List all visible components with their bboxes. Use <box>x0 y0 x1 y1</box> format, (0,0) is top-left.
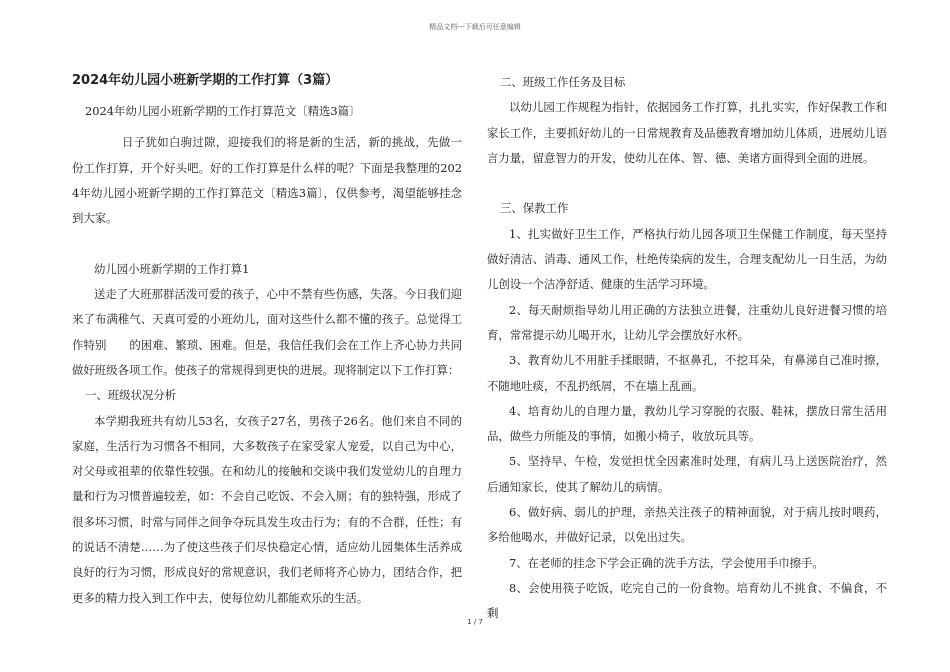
right-column <box>487 70 887 627</box>
goals-paragraph: 以幼儿园工作规程为指针，依据园务工作打算，扎扎实实，作好保教工作和家长工作，主要抓好幼儿的一日常规教育及品德教育增加幼儿体质，进展幼儿语言力量，留意智力的开发，使幼儿在体、智、德、美诸方面得到全面的进展。 <box>487 100 887 165</box>
page-number: 1 / 7 <box>467 618 483 626</box>
blank-line <box>487 171 887 196</box>
list-item: 2、每天耐烦指导幼儿用正确的方法独立进餐，注重幼儿良好进餐习惯的培育，常常提示幼儿喝开水，让幼儿学会摆放好水杯。 <box>487 302 887 342</box>
document-subtitle: 2024年幼儿园小班新学期的工作打算范文〔精选3篇〕 <box>85 104 361 118</box>
intro-paragraph: 日子犹如白驹过隙，迎接我们的将是新的生活，新的挑战，先做一份工作打算，开个好头吧。好的工作打算是什么样的呢？下面是我整理的2024年幼儿园小班新学期的工作打算范文〔精选3篇〕，仅供参考，渴望能够挂念到大家。 <box>72 135 462 226</box>
plan-heading: 幼儿园小班新学期的工作打算1 <box>94 261 250 276</box>
list-item: 5、坚持早、午检，发觉担忧全因素准时处理，有病儿马上送医院治疗，然后通知家长，使其了解幼儿的病情。 <box>487 454 887 494</box>
page-header-note: 精品文档---下载后可任意编辑 <box>429 23 521 31</box>
section-heading-1: 一、班级状况分析 <box>85 388 177 403</box>
left-column <box>72 70 462 611</box>
opening-paragraph: 送走了大班那群活泼可爱的孩子，心中不禁有些伤感，失落。今日我们迎来了布满稚气、天真可爱的小班幼儿，面对这些什么都不懂的孩子。总觉得工作特别 的困难、繁琐、困难。但是，我信任我们会在工作上齐心协力共同做好班级各项工作。使孩子的常规得到更快的进展。现将制定以下工作打算： <box>72 287 462 377</box>
class-analysis-paragraph: 本学期我班共有幼儿53名，女孩子27名，男孩子26名。他们来自不同的家庭，生活行为习惯各不相同，大多数孩子在家受家人宠爱，以自己为中心，对父母或祖辈的依靠性较强。在和幼儿的接触和交谈中我们发觉幼儿的自理力量和行为习惯普遍较差，如：不会自己吃饭、不会入厕；有的独特强，形成了很多坏习惯，时常与同伴之间争夺玩具发生攻击行为；有的不合群，任性；有的说话不清楚……为了使这些孩子们尽快稳定心情，适应幼儿园集体生活养成良好的行为习惯，形成良好的常规意识，我们老师将齐心协力，团结合作，把更多的精力投入到工作中去，使每位幼儿都能欢乐的生活。 <box>72 413 462 605</box>
document-title: 2024年幼儿园小班新学期的工作打算（3篇） <box>72 73 339 88</box>
list-item: 1、扎实做好卫生工作，严格执行幼儿园各项卫生保健工作制度，每天坚持做好清洁、消毒、通风工作，杜绝传染病的发生，合理支配幼儿一日生活，为幼儿创设一个洁净舒适、健康的生活学习环境。 <box>487 226 887 292</box>
section-heading-2: 二、班级工作任务及目标 <box>500 75 626 89</box>
blank-line <box>72 231 462 256</box>
list-item: 6、做好病、弱儿的护理，亲热关注孩子的精神面貌，对于病儿按时喂药，多给他喝水，并做好记录，以免出过失。 <box>487 505 887 545</box>
list-item: 3、教育幼儿不用脏手揉眼睛，不抠鼻孔，不挖耳朵，有鼻涕自己准时擦，不随地吐痰，不乱扔纸屑，不在墙上乱画。 <box>487 353 887 393</box>
list-item: 4、培育幼儿的自理力量，教幼儿学习穿脱的衣服、鞋袜，摆放日常生活用品，做些力所能及的事情，如搬小椅子，收放玩具等。 <box>487 403 887 444</box>
list-item: 7、在老师的挂念下学会正确的洗手方法，学会使用手巾擦手。 <box>509 555 824 570</box>
list-item: 8、会使用筷子吃饭，吃完自己的一份食物。培育幼儿不挑食、不偏食，不剩 <box>487 580 887 621</box>
section-heading-3: 三、保教工作 <box>500 201 569 216</box>
